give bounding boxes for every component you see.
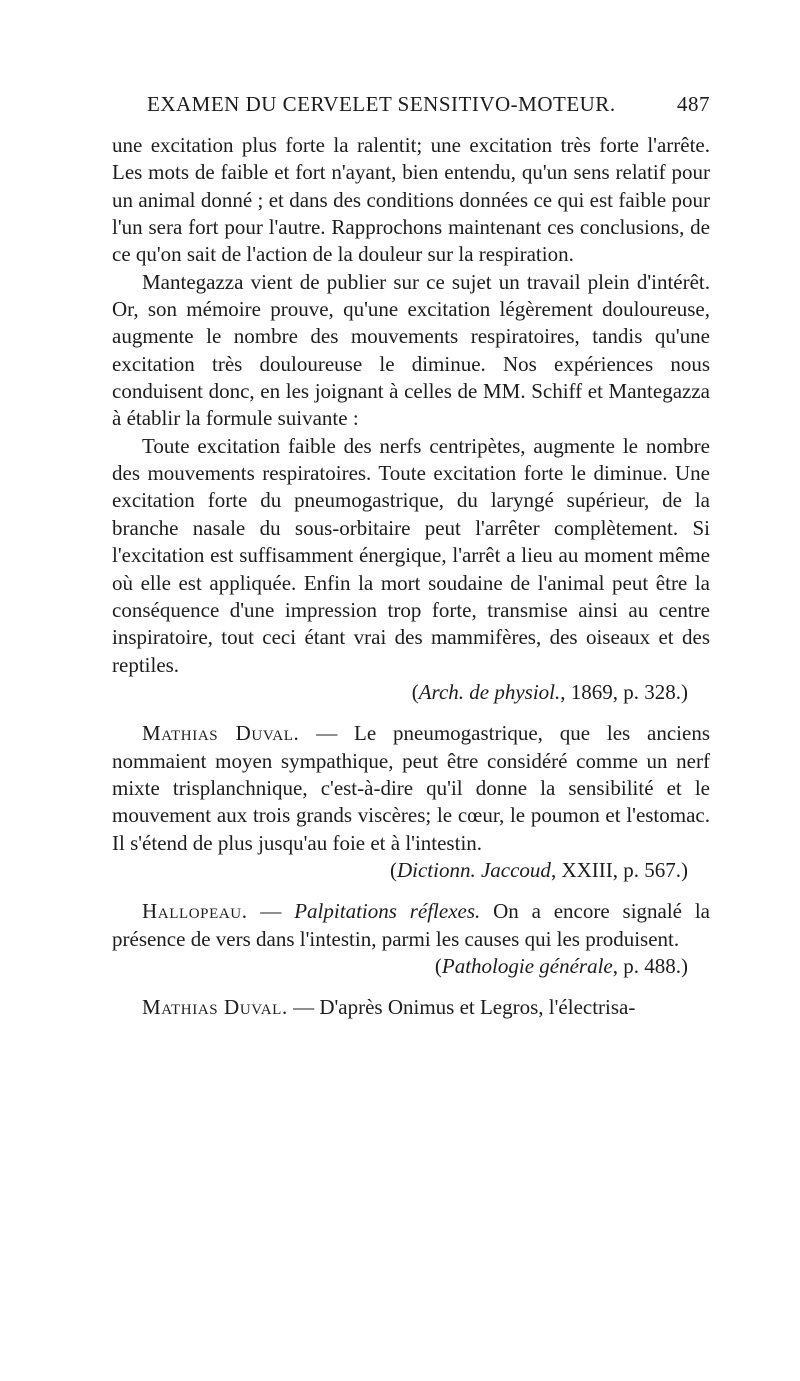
dash: — <box>247 899 295 924</box>
page-number: 487 <box>677 92 710 116</box>
paragraph-duval-onimus <box>112 994 710 1021</box>
reference-details: , XXIII, p. 567. <box>550 857 681 882</box>
running-title: EXAMEN DU CERVELET SENSITIVO-MOTEUR. <box>147 92 616 116</box>
reference-details: , 1869, p. 328. <box>560 679 681 704</box>
body-text <box>112 132 710 1022</box>
reference-source: Dictionn. Jaccoud <box>396 857 551 882</box>
running-header <box>147 92 710 120</box>
paragraph-continuation: une excitation plus forte la ralentit; une excitation très forte l'arrête. Les mots de faible et fort n'ayant, bien entendu, qu'un sens relatif pour un animal donné ; et dans des conditions données ce qui est faible pour l'un sera fort pour l'autre. Rapprochons maintenant ces conclusions, de ce qu'on sait de l'action de la douleur sur la respiration. <box>112 133 710 267</box>
paragraph-text: — Le pneumogastrique, que les anciens nommaient moyen sympathique, peut être considéré comme un nerf mixte trisplanchnique, c'est-à-dire qu'il donne la sensibilité et le mouvement aux trois grands viscères; le cœur, le poumon et l'estomac. Il s'étend de plus jusqu'au foie et à l'intestin. <box>112 721 710 855</box>
paragraph-mantegazza: Mantegazza vient de publier sur ce sujet un travail plein d'intérêt. Or, son mémoire prouve, qu'une excitation légèrement douloureuse, augmente le nombre des mouvements respiratoires, tandis qu'une excitation très douloureuse le diminue. Nos expériences nous conduisent donc, en les joignant à celles de MM. Schiff et Mantegazza à établir la formule suivante : <box>112 269 710 431</box>
reference-arch-physiol: (Arch. de physiol., 1869, p. 328.) <box>411 679 688 704</box>
paragraph-text: — D'après Onimus et Legros, l'électrisa- <box>287 995 636 1020</box>
reference-dictionn-jaccoud: (Dictionn. Jaccoud, XXIII, p. 567.) <box>389 857 688 882</box>
author-name: Mathias Duval. <box>142 995 288 1020</box>
author-name: Hallopeau. <box>142 899 248 924</box>
reference-details: , p. 488. <box>612 953 681 978</box>
paragraph-formula: Toute excitation faible des nerfs centripètes, augmente le nombre des mouvements respiratoires. Toute excitation forte le diminue. Une excitation forte du pneumogastrique, du laryngé supérieur, de la branche nasale du sous-orbitaire peut l'arrêter complètement. Si l'excitation est suffisamment énergique, l'arrêt a lieu au moment même où elle est appliquée. Enfin la mort soudaine de l'animal peut être la conséquence d'une impression trop forte, transmise ainsi au centre inspiratoire, tout ceci étant vrai des mammifères, des oiseaux et des reptiles. <box>112 433 710 677</box>
reference-source: Pathologie générale <box>441 953 613 978</box>
reference-source: Arch. de physiol. <box>418 679 561 704</box>
paragraph-hallopeau <box>112 898 710 953</box>
author-name: Mathias Duval. <box>142 721 300 746</box>
paragraph-duval-pneumogastrique <box>112 720 710 857</box>
work-title: Palpitations réflexes. <box>294 899 481 924</box>
paragraph-text: On a encore signalé la présence de vers dans l'intestin, parmi les causes qui les produisent. <box>112 899 710 951</box>
reference-pathologie-generale: (Pathologie générale, p. 488.) <box>434 953 688 978</box>
